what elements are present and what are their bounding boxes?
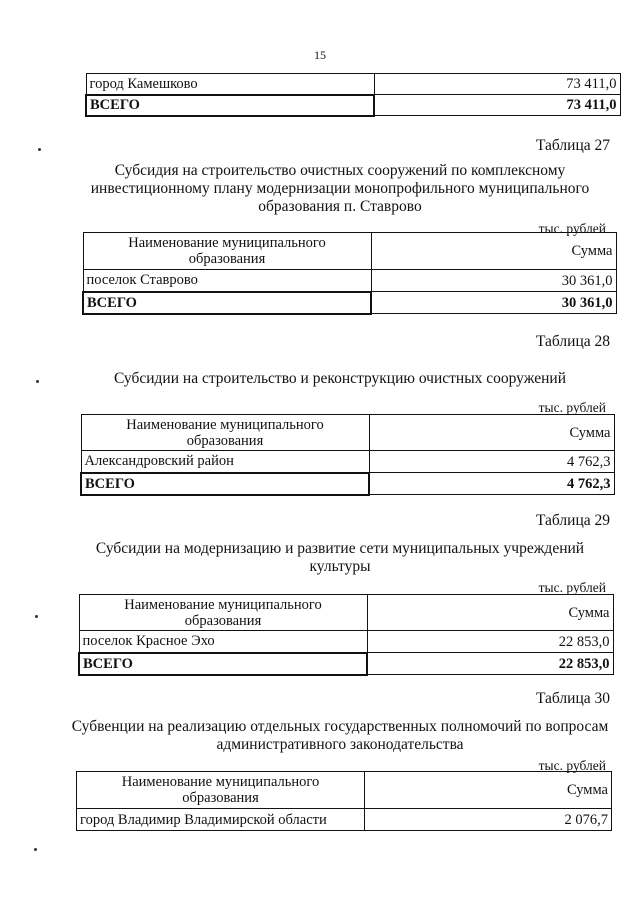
title-line: Субвенции на реализацию отдельных государственных полномочий по вопросам — [71, 718, 609, 735]
table-27-unit: тыс. рублей — [538, 221, 606, 236]
total-label-cell: ВСЕГО — [79, 653, 367, 675]
title-line: Субсидия на строительство очистных сооружений по комплексному — [114, 162, 566, 179]
sum-cell: 30 361,0 — [371, 270, 616, 292]
table-28 — [80, 414, 615, 496]
header-row — [83, 233, 616, 270]
header-row — [81, 415, 614, 451]
municipality-name-cell: город Владимир Владимирской области — [77, 809, 365, 831]
table-28-title — [60, 370, 620, 388]
title-line: Субсидии на строительство и реконструкцию очистных сооружений — [113, 370, 566, 387]
table-27-title — [60, 162, 620, 216]
table-27 — [82, 232, 617, 315]
title-line: административного законодательства — [216, 736, 464, 753]
total-row — [81, 473, 614, 495]
table-27-label: Таблица 27 — [535, 137, 610, 154]
table-30-label: Таблица 30 — [535, 690, 610, 707]
table-row — [81, 451, 614, 473]
title-line: Субсидии на модернизацию и развитие сети муниципальных учреждений — [95, 540, 585, 557]
header-line: образования — [186, 432, 264, 449]
total-sum-cell: 22 853,0 — [367, 653, 613, 675]
table-28-unit: тыс. рублей — [538, 400, 606, 415]
municipality-name-cell: Александровский район — [81, 451, 369, 473]
table-row — [79, 631, 613, 653]
municipality-name-cell: поселок Ставрово — [83, 270, 371, 292]
table-row — [86, 74, 620, 95]
total-row — [83, 292, 616, 314]
sum-column-header: Сумма — [365, 772, 612, 809]
title-line: образования п. Ставрово — [258, 198, 422, 215]
header-row — [79, 595, 613, 631]
scan-speck — [36, 380, 39, 383]
table-29-title — [60, 540, 620, 576]
name-column-header — [81, 415, 369, 451]
table-29-unit: тыс. рублей — [538, 580, 606, 595]
total-sum-cell: 73 411,0 — [374, 95, 620, 116]
table-row — [77, 809, 612, 831]
sum-column-header: Сумма — [369, 415, 614, 451]
total-sum-cell: 4 762,3 — [369, 473, 614, 495]
header-line: Наименование муниципального — [128, 235, 326, 251]
scan-speck — [34, 848, 37, 851]
name-column-header — [83, 233, 371, 270]
header-line: образования — [188, 251, 266, 267]
table-30 — [76, 771, 612, 831]
title-line: инвестиционному плану модернизации монопрофильного муниципального — [90, 180, 590, 197]
title-line: культуры — [309, 558, 371, 575]
total-label-cell: ВСЕГО — [83, 292, 371, 314]
header-row — [77, 772, 612, 809]
total-label-cell: ВСЕГО — [81, 473, 369, 495]
scan-speck — [38, 148, 41, 151]
header-line: образования — [182, 790, 259, 806]
header-line: Наименование муниципального — [121, 774, 320, 790]
header-line: Наименование муниципального — [126, 416, 324, 433]
table-26-continuation — [85, 73, 621, 117]
table-row — [83, 270, 616, 292]
table-29 — [78, 594, 614, 676]
municipality-name-cell: поселок Красное Эхо — [79, 631, 367, 653]
sum-cell: 22 853,0 — [367, 631, 613, 653]
municipality-name-cell: город Камешково — [86, 74, 374, 95]
sum-column-header: Сумма — [367, 595, 613, 631]
page-number: 15 — [314, 48, 326, 62]
scan-speck — [35, 615, 38, 618]
header-line: образования — [184, 612, 262, 629]
sum-cell: 4 762,3 — [369, 451, 614, 473]
total-sum-cell: 30 361,0 — [371, 292, 616, 314]
table-28-label: Таблица 28 — [535, 333, 610, 350]
total-row — [86, 95, 620, 116]
table-30-unit: тыс. рублей — [538, 758, 606, 773]
sum-cell: 73 411,0 — [374, 74, 620, 95]
table-30-title — [60, 718, 620, 754]
sum-column-header: Сумма — [371, 233, 616, 270]
table-29-label: Таблица 29 — [535, 512, 610, 529]
header-line: Наименование муниципального — [124, 596, 322, 613]
total-row — [79, 653, 613, 675]
sum-cell: 2 076,7 — [365, 809, 612, 831]
total-label-cell: ВСЕГО — [86, 95, 374, 116]
name-column-header — [79, 595, 367, 631]
name-column-header — [77, 772, 365, 809]
